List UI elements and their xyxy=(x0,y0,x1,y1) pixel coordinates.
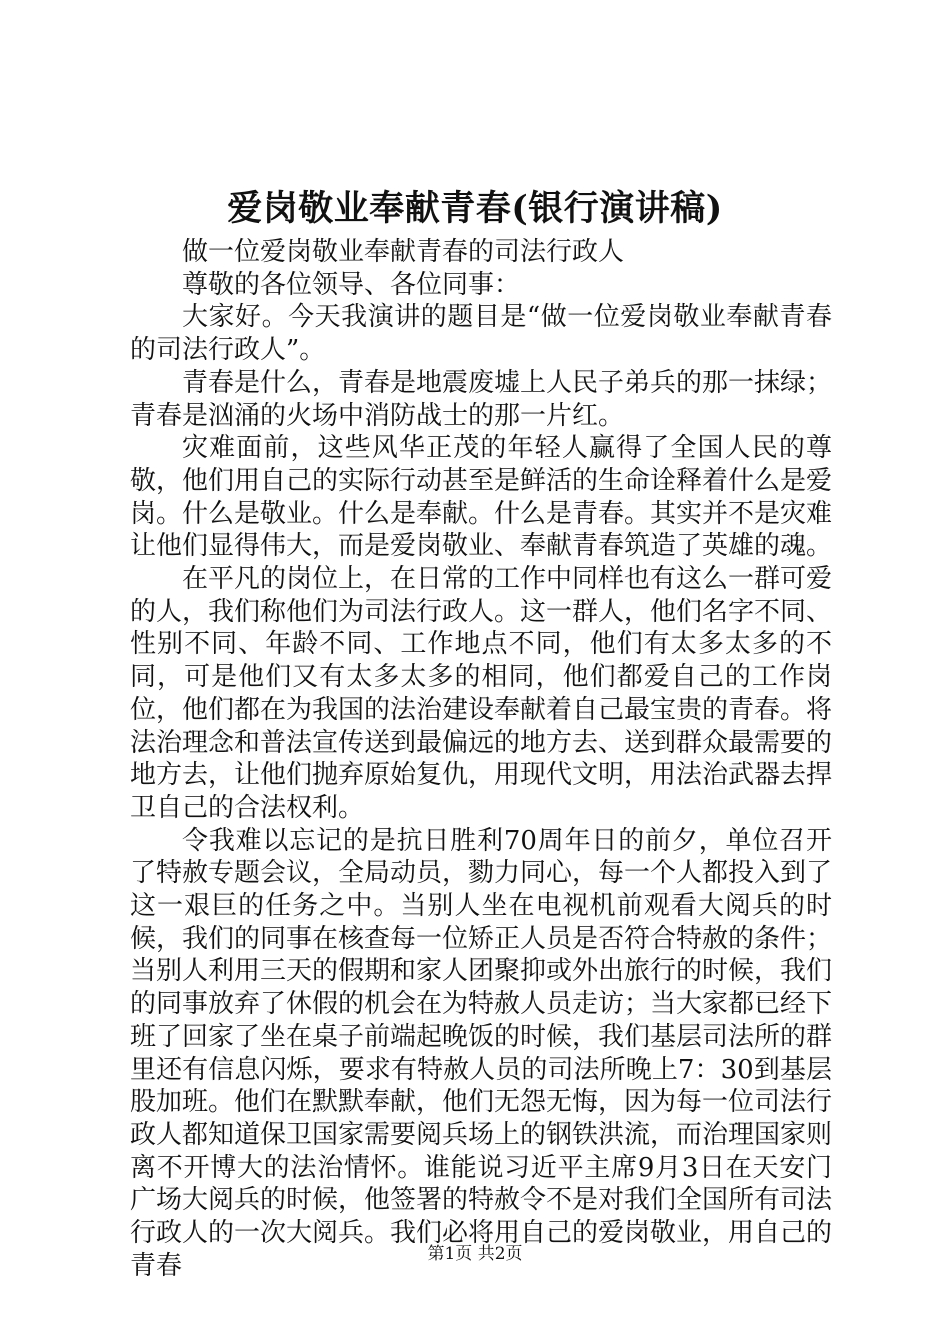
document-title: 爱岗敬业奉献青春(银行演讲稿) xyxy=(227,188,723,229)
paragraph-greeting: 大家好。今天我演讲的题目是“做一位爱岗敬业奉献青春的司法行政人”。 xyxy=(130,302,832,366)
page-number-footer: 第1页 共2页 xyxy=(427,1244,523,1264)
document-body xyxy=(130,236,832,1283)
paragraph-disaster: 灾难面前，这些风华正茂的年轻人赢得了全国人民的尊敬，他们用自己的实际行动甚至是鲜活的生命诠释着什么是爱岗。什么是敬业。什么是奉献。什么是青春。其实并不是灾难让他们显得伟大，而是爱岗敬业、奉献青春筑造了英雄的魂。 xyxy=(130,433,833,562)
paragraph-subtitle: 做一位爱岗敬业奉献青春的司法行政人 xyxy=(182,237,625,267)
paragraph-amnesty: 令我难以忘记的是抗日胜利70周年日的前夕，单位召开了特赦专题会议，全局动员，勠力同心，每一个人都投入到了这一艰巨的任务之中。当别人坐在电视机前观看大阅兵的时候，我们的同事在核查每一位矫正人员是否符合特赦的条件；当别人利用三天的假期和家人团聚抑或外出旅行的时候，我们的同事放弃了休假的机会在为特赦人员走访；当大家都已经下班了回家了坐在桌子前端起晚饭的时候，我们基层司法所的群里还有信息闪烁，要求有特赦人员的司法所晚上7：30到基层股加班。他们在默默奉献，他们无怨无悔，因为每一位司法行政人都知道保卫国家需要阅兵场上的钢铁洪流，而治理国家则离不开博大的法治情怀。谁能说习近平主席9月3日在天安门广场大阅兵的时候，他签署的特赦令不是对我们全国所有司法行政人的一次大阅兵。我们必将用自己的爱岗敬业，用自己的青春 xyxy=(130,825,833,1281)
paragraph-salutation: 尊敬的各位领导、各位同事： xyxy=(182,269,521,300)
paragraph-ordinary-post: 在平凡的岗位上，在日常的工作中同样也有这么一群可爱的人，我们称他们为司法行政人。这一群人，他们名字不同、性别不同、年龄不同、工作地点不同，他们有太多太多的不同，可是他们又有太多太多的相同，他们都爱自己的工作岗位，他们都在为我国的法治建设奉献着自己最宝贵的青春。将法治理念和普法宣传送到最偏远的地方去、送到群众最需要的地方去，让他们抛弃原始复仇，用现代文明，用法治武器去捍卫自己的合法权利。 xyxy=(130,564,833,823)
paragraph-youth: 青春是什么，青春是地震废墟上人民子弟兵的那一抹绿；青春是汹涌的火场中消防战士的那一片红。 xyxy=(130,367,833,431)
